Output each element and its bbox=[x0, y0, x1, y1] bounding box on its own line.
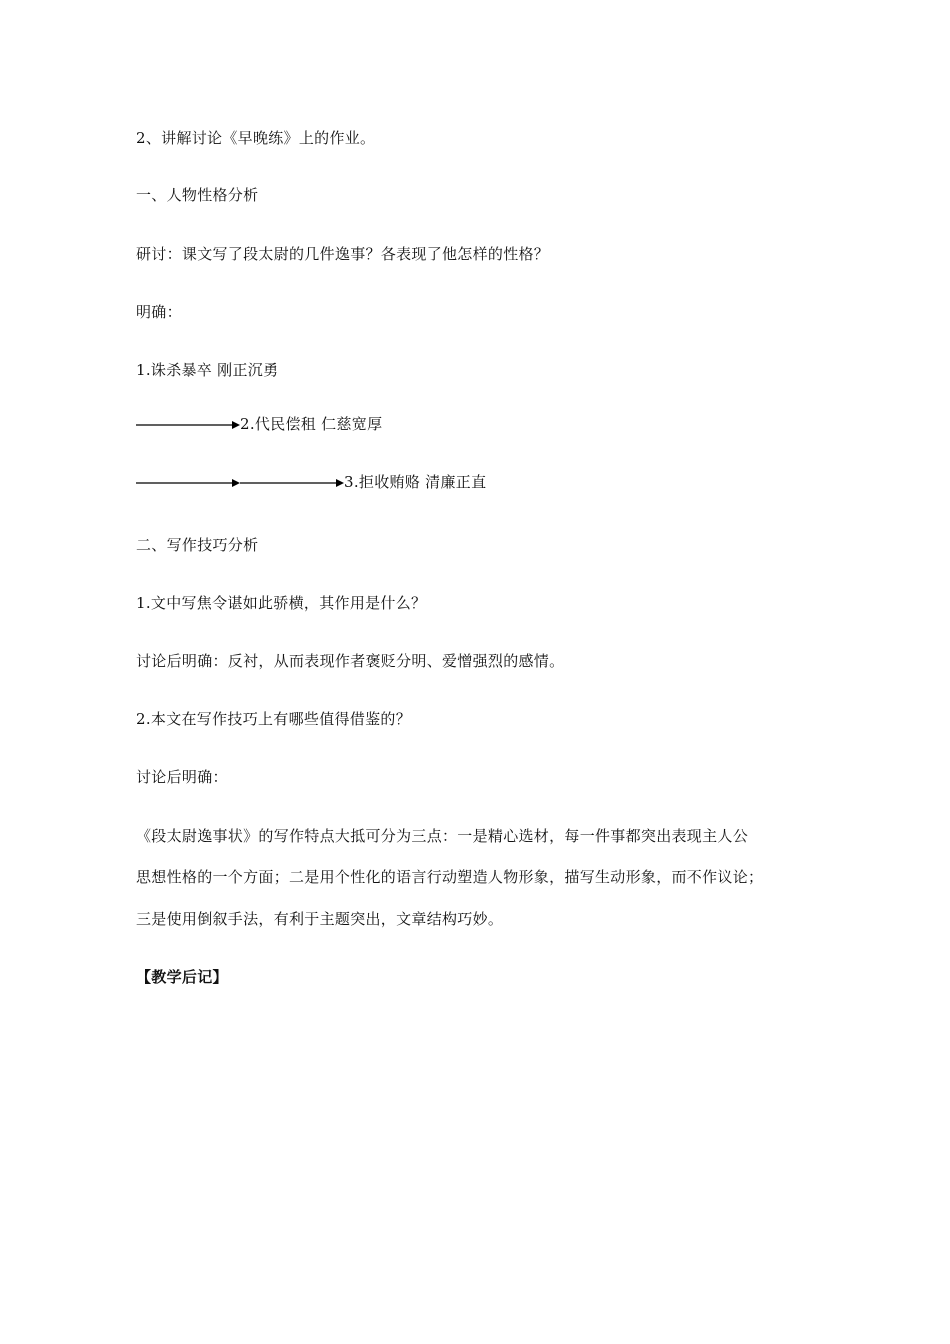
section-heading: 二、写作技巧分析 bbox=[136, 536, 259, 554]
arrow-list-item bbox=[136, 472, 486, 492]
list-item-text: 2.代民偿租 仁慈宽厚 bbox=[240, 415, 383, 433]
text-line: 研讨：课文写了段太尉的几件逸事？各表现了他怎样的性格？ bbox=[136, 245, 550, 263]
arrow-list-item bbox=[136, 414, 382, 434]
section-heading-bold: 【教学后记】 bbox=[136, 968, 228, 986]
arrow-icon bbox=[136, 473, 240, 493]
text-line: 2、讲解讨论《早晚练》上的作业。 bbox=[136, 129, 376, 147]
text-line: 2.本文在写作技巧上有哪些值得借鉴的？ bbox=[136, 710, 412, 728]
list-item-text: 3.拒收贿赂 清廉正直 bbox=[344, 473, 487, 491]
text-line: 讨论后明确： bbox=[136, 768, 228, 786]
paragraph-line: 思想性格的一个方面；二是用个性化的语言行动塑造人物形象，描写生动形象，而不作议论； bbox=[136, 868, 764, 886]
text-line: 明确： bbox=[136, 303, 182, 321]
paragraph-line: 《段太尉逸事状》的写作特点大抵可分为三点：一是精心选材，每一件事都突出表现主人公 bbox=[136, 827, 749, 845]
arrow-icon bbox=[136, 415, 240, 435]
list-item: 1.诛杀暴卒 刚正沉勇 bbox=[136, 361, 279, 379]
arrow-icon bbox=[240, 473, 344, 493]
section-heading: 一、人物性格分析 bbox=[136, 186, 259, 204]
text-line: 1.文中写焦令谌如此骄横，其作用是什么？ bbox=[136, 594, 427, 612]
text-line: 讨论后明确：反衬，从而表现作者褒贬分明、爱憎强烈的感情。 bbox=[136, 652, 565, 670]
paragraph-line: 三是使用倒叙手法，有利于主题突出，文章结构巧妙。 bbox=[136, 910, 504, 928]
